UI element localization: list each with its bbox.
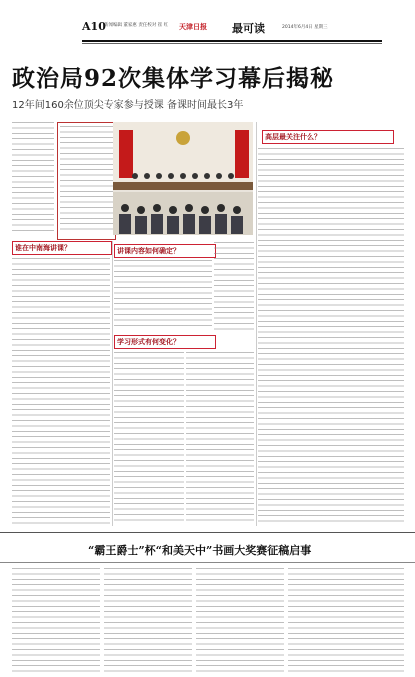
intro-box (57, 122, 116, 240)
announcement-text-col-4 (288, 568, 404, 672)
section-4-title: 高层最关注什么？ (265, 133, 321, 141)
header-rule (82, 40, 382, 42)
column-name: 最可读 (232, 22, 265, 35)
section-editors: 新闻编辑 董家惠 责任校对 崔 红 (104, 23, 169, 28)
page-number: A10 (82, 20, 106, 33)
sub-headline: 12年间160余位顶尖专家参与授课 备课时间最长3年 (12, 100, 244, 111)
section-2-text-b (214, 242, 254, 332)
announcement-text-col-2 (104, 568, 192, 672)
section-4-text (258, 148, 404, 524)
meeting-photo (113, 122, 253, 235)
left-column-text-top (12, 122, 54, 234)
announcement-text-col-3 (196, 568, 284, 672)
section-2-text-a (114, 260, 212, 330)
announcement-rule-2 (0, 562, 415, 563)
column-separator (112, 241, 113, 526)
section-1-title: 谁在中南海讲课？ (15, 244, 71, 252)
newspaper-logo: 天津日报 (179, 23, 207, 31)
issue-date: 2014年6月4日 星期三 (282, 25, 328, 30)
section-3-text-a (114, 352, 184, 524)
column-separator-right (256, 122, 257, 526)
page-header (82, 18, 382, 38)
announcement-title: “霸王爵士”杯“和美天中”书画大奖赛征稿启事 (88, 544, 312, 557)
announcement-rule (0, 532, 415, 533)
meeting-photo-image (113, 122, 253, 235)
header-rule-thin (82, 43, 382, 44)
section-3-text-b (186, 352, 254, 524)
section-3-title: 学习形式有何变化？ (117, 338, 180, 346)
intro-text-lines (60, 126, 113, 234)
section-1-text (12, 258, 110, 524)
main-headline: 政治局92次集体学习幕后揭秘 (12, 65, 335, 92)
announcement-text-col-1 (12, 568, 100, 672)
section-2-title: 讲课内容如何确定？ (117, 247, 180, 255)
